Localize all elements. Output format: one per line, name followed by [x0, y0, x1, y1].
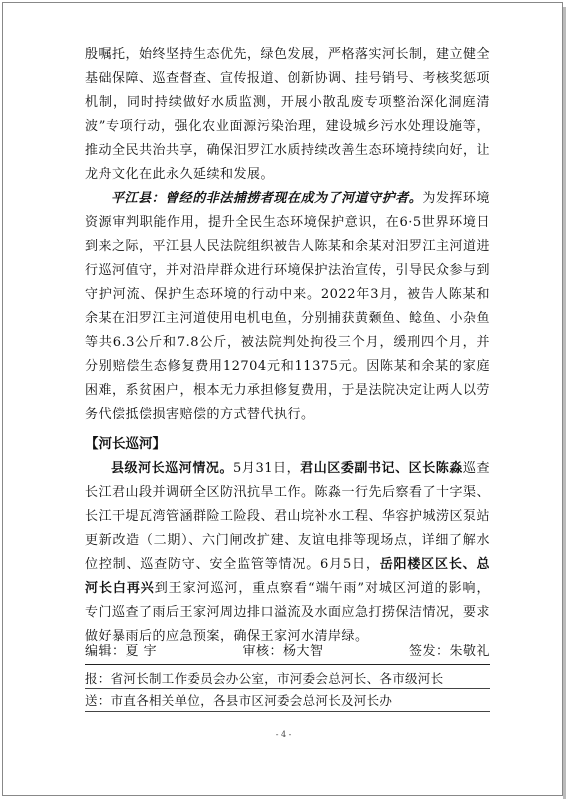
- paragraph-2-body: 为发挥环境资源审判职能作用，提升全民生态环境保护意识，在6·5世界环境日到来之际，平江县人民法院组织被告人陈某和余某对汨罗江主河道进行巡河值守，并对沿岸群众进行环境保护法治宣传，引导民众参与到守护河流、保护生态环境的行动中来。2022年3月，被告人陈某和余某在汨罗江主河道使用电机电鱼，分别捕获黄颡鱼、鲶鱼、小杂鱼等共6.3公斤和7.8公斤，被法院判处拘役三个月，缓刑四个月，并分别赔偿生态修复费用12704元和11375元。因陈某和余某的家庭困难，系贫困户，根本无力承担修复费用，于是法院决定让两人以劳务代偿抵偿损害赔偿的方式替代执行。: [85, 191, 491, 422]
- page-content: [85, 43, 490, 649]
- paragraph-3-lead: 县级河长巡河情况。: [111, 461, 234, 476]
- signature-line: [85, 640, 490, 659]
- page-number: - 4 -: [275, 730, 292, 739]
- section-title: 【河长巡河】: [85, 436, 166, 452]
- report-to-line: 报：省河长制工作委员会办公室，市河委会总河长、各市级河长: [85, 671, 444, 686]
- paragraph-3: [85, 457, 490, 649]
- send-to-line: 送：市直各相关单位，各县市区河委会总河长及河长办: [85, 693, 393, 708]
- paragraph-2: [85, 187, 490, 427]
- distribution-divider: [85, 688, 490, 689]
- document-page: [2, 2, 563, 796]
- paragraph-3-text-3: 到王家河巡河，重点察看“端午雨”对城区河道的影响，专门巡查了雨后王家河周边排口溢流及水面应急打捞保洁情况，要求做好暴雨后的应急预案，确保王家河水清岸绿。: [85, 581, 491, 644]
- paragraph-3-text-1: 5月31日，: [233, 461, 301, 476]
- paragraph-2-lead: 平江县：曾经的非法捕捞者现在成为了河道守护者。: [111, 191, 423, 206]
- paragraph-3-bold-2: 岳阳楼区区长、总河长白再兴: [85, 557, 490, 596]
- paragraph-3-bold-1: 君山区委副书记、区长陈淼: [300, 461, 463, 476]
- paragraph-1: 殷嘱托，始终坚持生态优先，绿色发展，严格落实河长制，建立健全基础保障、巡查督查、宣传报道、创新协调、挂号销号、考核奖惩项机制，同时持续做好水质监测，开展小散乱废专项整治深化洞庭清波”专项行动，强化农业面源污染治理，建设城乡污水处理设施等，推动全民共治共享，确保汨罗江水质持续改善生态环境持续向好，让龙舟文化在此永久延续和发展。: [85, 47, 491, 182]
- issuer-label: 签发：朱敬礼: [408, 644, 490, 659]
- paragraph-3-text-2: 巡查长江君山段并调研全区防汛抗旱工作。陈淼一行先后察看了十字渠、长江干堤瓦湾管涵群险工险段、君山垸补水工程、华容护城涝区泵站更新改造（二期）、六门闸改扩建、友谊电排等现场点，详细了解水位控制、巡查防守、安全监管等情况。6月5日，: [85, 461, 491, 572]
- reviewer-label: 审核：杨大智: [242, 644, 324, 659]
- signature-divider: [85, 664, 490, 665]
- editor-label: 编辑：夏 宇: [85, 644, 158, 659]
- bottom-divider: [85, 711, 490, 712]
